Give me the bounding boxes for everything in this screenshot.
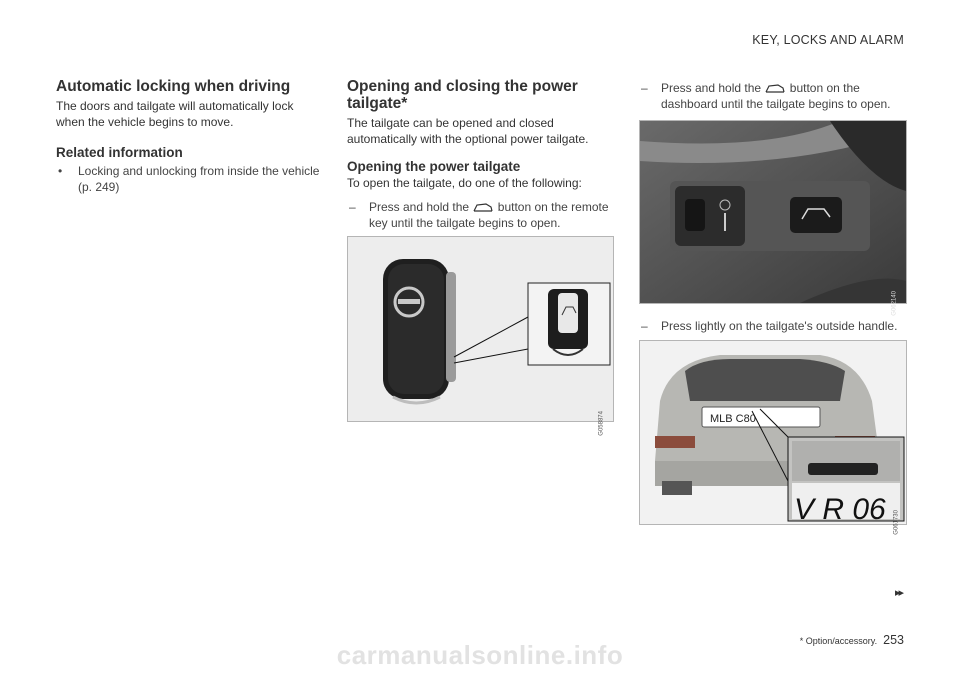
related-heading: Related information (56, 145, 183, 160)
remote-key-figure (347, 236, 614, 436)
step-dashboard (639, 80, 911, 112)
auto-lock-body: The doors and tailgate will automatically lock when the vehicle begins to move. (56, 99, 294, 129)
tailgate-icon (764, 83, 786, 95)
step2-prefix: Press and hold the (661, 81, 762, 95)
step1-prefix: Press and hold the (369, 200, 470, 214)
tailgate-icon (472, 202, 494, 214)
power-tailgate-intro: The tailgate can be opened and closed automatically with the optional power tailgate. (347, 116, 589, 146)
footnote: * Option/accessory. (799, 636, 878, 646)
step-outside-handle (639, 318, 921, 334)
dash: – (641, 81, 648, 95)
opening-lead: To open the tailgate, do one of the following: (347, 176, 582, 190)
figure-code: G058874 (599, 411, 605, 436)
next-page-arrows[interactable]: ▸▸ (894, 587, 902, 599)
related-item[interactable] (56, 163, 330, 195)
watermark: carmanualsonline.info (336, 640, 624, 670)
step-remote-key (347, 199, 615, 231)
dashboard-illustration (640, 121, 906, 303)
remote-key-illustration (348, 237, 613, 421)
related-item-link[interactable]: Locking and unlocking from inside the vehicle (p. 249) (78, 164, 320, 194)
bullet: • (58, 164, 63, 178)
step1-suffix: button on the remote key until the tailgate begins to open. (369, 200, 609, 230)
column-2 (347, 78, 615, 436)
column-3 (639, 80, 907, 535)
figure-code: G062140 (892, 291, 898, 316)
section-header: KEY, LOCKS AND ALARM (752, 33, 904, 47)
figure-code: G061730 (894, 510, 900, 535)
power-tailgate-title: Opening and closing the power tailgate* (347, 78, 578, 112)
rear-badge-text: V R 06 (794, 493, 886, 526)
dashboard-button-figure (639, 120, 907, 316)
opening-heading: Opening the power tailgate (347, 159, 521, 174)
step3-text: Press lightly on the tailgate's outside handle. (661, 319, 898, 333)
dash: – (641, 319, 648, 333)
auto-lock-title: Automatic locking when driving (56, 78, 291, 95)
tailgate-handle-figure (639, 340, 907, 535)
step2-suffix: button on the dashboard until the tailgate begins to open. (661, 81, 891, 111)
car-rear-illustration (640, 341, 906, 524)
license-plate: MLB C80 (710, 413, 756, 425)
dash: – (349, 200, 356, 214)
column-1 (56, 78, 324, 195)
page-number: 253 (883, 633, 904, 647)
